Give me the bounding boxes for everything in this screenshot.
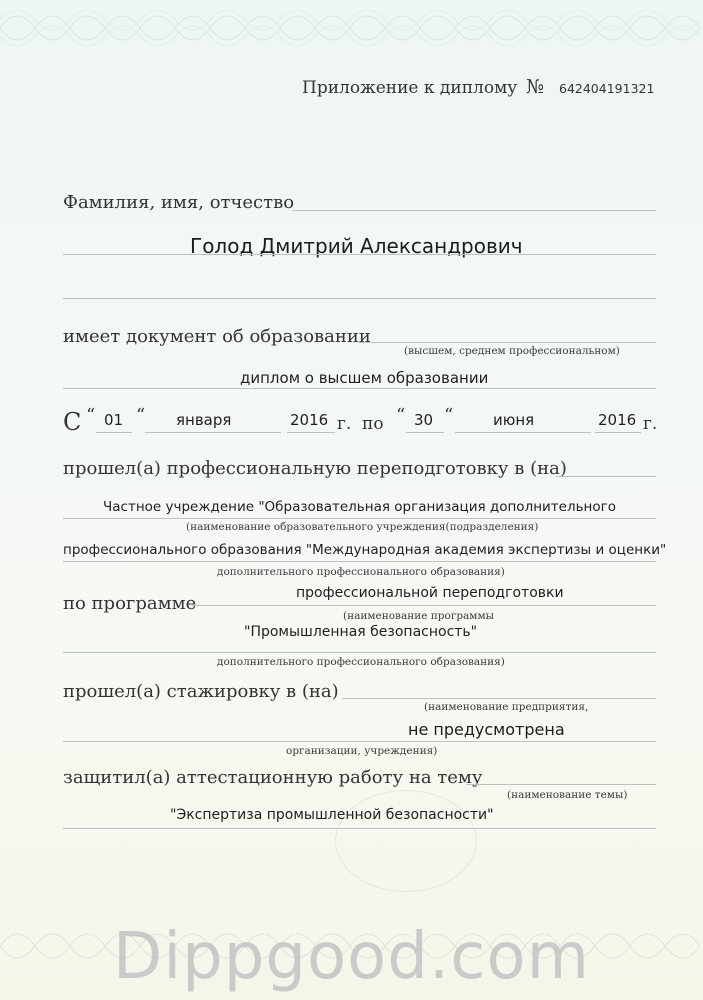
quote-close-1: “ bbox=[136, 405, 146, 426]
program-hint-1: (наименование программы bbox=[343, 610, 494, 622]
to-year: 2016 bbox=[598, 411, 637, 429]
education-label: имеет документ об образовании bbox=[63, 326, 371, 347]
thesis-hint: (наименование темы) bbox=[507, 789, 628, 801]
period-to-prefix: по bbox=[362, 414, 384, 434]
to-month-rule bbox=[455, 432, 591, 433]
fio-value: Голод Дмитрий Александрович bbox=[190, 234, 523, 258]
quote-close-2: “ bbox=[444, 405, 454, 426]
diploma-number: 642404191321 bbox=[559, 81, 655, 96]
org-hint-2: дополнительного профессионального образования) bbox=[217, 566, 505, 578]
quote-open-1: “ bbox=[86, 405, 96, 426]
internship-label: прошел(а) стажировку в (на) bbox=[63, 681, 339, 702]
fio-rule-3 bbox=[63, 298, 656, 299]
number-sign: № bbox=[526, 76, 544, 98]
fio-label: Фамилия, имя, отчество bbox=[63, 192, 295, 213]
period-from-prefix: С bbox=[63, 408, 82, 436]
watermark: Dippgood.com bbox=[113, 920, 590, 994]
from-month-rule bbox=[145, 432, 281, 433]
internship-rule-1 bbox=[342, 698, 656, 699]
from-year-suffix: г. bbox=[337, 414, 352, 434]
org-line-2: профессионального образования "Международная академия экспертизы и оценки" bbox=[63, 542, 667, 558]
from-day-rule bbox=[96, 432, 132, 433]
to-day-rule bbox=[406, 432, 444, 433]
retraining-rule-1 bbox=[63, 518, 656, 519]
education-rule-2 bbox=[63, 388, 656, 389]
program-rule-1 bbox=[192, 605, 656, 606]
to-day: 30 bbox=[414, 411, 434, 429]
fio-rule-2 bbox=[63, 254, 656, 255]
to-month: июня bbox=[493, 411, 535, 429]
appendix-label: Приложение к диплому bbox=[302, 78, 518, 98]
org-line-1: Частное учреждение "Образовательная организация дополнительного bbox=[103, 499, 616, 515]
program-name-value: "Промышленная безопасность" bbox=[244, 624, 478, 640]
internship-hint-1: (наименование предприятия, bbox=[424, 701, 589, 713]
program-type-value: профессиональной переподготовки bbox=[296, 585, 564, 601]
thesis-rule-2 bbox=[63, 828, 656, 829]
thesis-value: "Экспертиза промышленной безопасности" bbox=[170, 807, 494, 823]
faint-seal-stamp bbox=[335, 790, 477, 892]
program-label: по программе bbox=[63, 593, 197, 614]
to-year-suffix: г. bbox=[643, 414, 658, 434]
internship-rule-2 bbox=[63, 741, 656, 742]
thesis-label: защитил(а) аттестационную работу на тему bbox=[63, 767, 483, 788]
retraining-rule-2 bbox=[63, 561, 656, 562]
fio-rule-1 bbox=[292, 210, 656, 211]
from-year: 2016 bbox=[290, 411, 329, 429]
to-year-rule bbox=[595, 432, 641, 433]
education-rule-1 bbox=[358, 342, 656, 343]
security-pattern-top bbox=[0, 0, 703, 56]
program-hint-2: дополнительного профессионального образования) bbox=[217, 656, 505, 668]
from-year-rule bbox=[287, 432, 335, 433]
from-month: января bbox=[176, 411, 232, 429]
retraining-rule-0 bbox=[556, 476, 656, 477]
org-hint-1: (наименование образовательного учреждения(подразделения) bbox=[186, 521, 539, 533]
internship-hint-2: организации, учреждения) bbox=[286, 745, 438, 757]
program-rule-2 bbox=[63, 652, 656, 653]
education-hint: (высшем, среднем профессиональном) bbox=[404, 345, 620, 357]
education-value: диплом о высшем образовании bbox=[240, 369, 489, 387]
retraining-label: прошел(а) профессиональную переподготовку в (на) bbox=[63, 458, 567, 479]
internship-value: не предусмотрена bbox=[408, 720, 565, 739]
thesis-rule-1 bbox=[466, 784, 656, 785]
from-day: 01 bbox=[104, 411, 124, 429]
quote-open-2: “ bbox=[396, 405, 406, 426]
